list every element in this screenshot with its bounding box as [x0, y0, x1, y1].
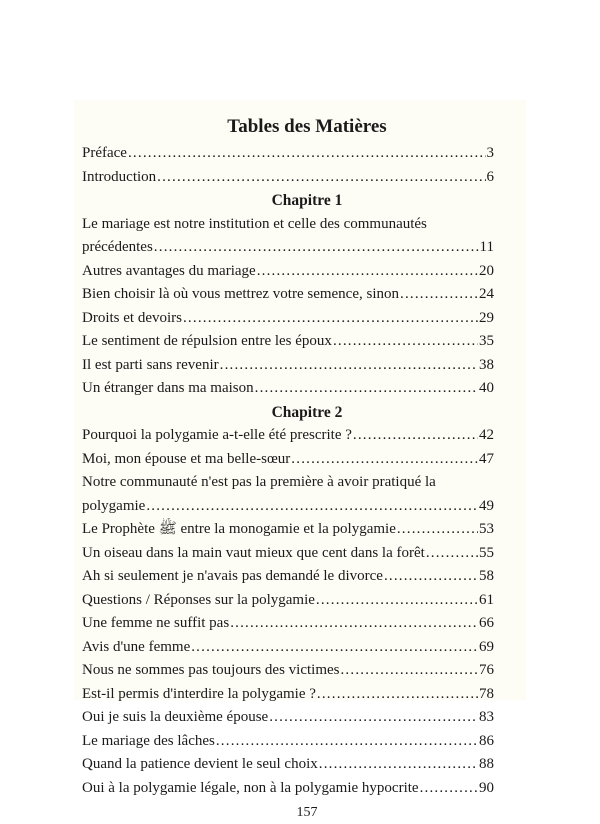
toc-entry: Nous ne sommes pas toujours des victimes ..... 76: [82, 659, 494, 683]
toc-entry: Pourquoi la polygamie a-t-elle été prescrite ? ..... 42: [82, 424, 494, 448]
toc-entry: Avis d'une femme ..... 69: [82, 636, 494, 660]
toc-entry: Questions / Réponses sur la polygamie ..... 61: [82, 589, 494, 613]
leader-dots: [230, 612, 478, 636]
toc-entry-line1: Notre communauté n'est pas la première à avoir pratiqué la: [82, 474, 436, 490]
toc-entry: Le mariage des lâches ..... 86: [82, 730, 494, 754]
leader-dots: [154, 236, 479, 260]
leader-dots: [319, 753, 478, 777]
toc-entry: Une femme ne suffit pas ..... 66: [82, 612, 494, 636]
leader-dots: [317, 683, 478, 707]
leader-dots: [255, 377, 478, 401]
leader-dots: [340, 659, 478, 683]
toc-entry: Ah si seulement je n'avais pas demandé le divorce ..... 58: [82, 565, 494, 589]
toc-entry: Droits et devoirs ..... 29: [82, 307, 494, 331]
leader-dots: [146, 495, 478, 519]
table-of-contents: [82, 112, 494, 824]
leader-dots: [291, 448, 478, 472]
toc-entry: Un étranger dans ma maison ..... 40: [82, 377, 494, 401]
leader-dots: [257, 260, 478, 284]
leader-dots: [384, 565, 478, 589]
toc-entry: Le sentiment de répulsion entre les époux ..... 35: [82, 330, 494, 354]
toc-entry: Est-il permis d'interdire la polygamie ? ..... 78: [82, 683, 494, 707]
leader-dots: [400, 283, 478, 307]
toc-entry: Un oiseau dans la main vaut mieux que cent dans la forêt ..... 55: [82, 542, 494, 566]
toc-entry: précédentes ..... 11: [82, 236, 494, 260]
toc-entry: Moi, mon épouse et ma belle-sœur ..... 47: [82, 448, 494, 472]
leader-dots: [316, 589, 478, 613]
chapter-heading-2: Chapitre 2: [271, 403, 343, 421]
leader-dots: [157, 166, 485, 190]
toc-entry: Il est parti sans revenir ..... 38: [82, 354, 494, 378]
leader-dots: [191, 636, 478, 660]
toc-entry: Autres avantages du mariage ..... 20: [82, 260, 494, 284]
toc-title: Tables des Matières: [227, 116, 387, 137]
leader-dots: [353, 424, 478, 448]
toc-entry: Oui à la polygamie légale, non à la polygamie hypocrite ..... 90: [82, 777, 494, 801]
leader-dots: [269, 706, 478, 730]
leader-dots: [220, 354, 478, 378]
toc-entry: Le Prophète ﷺ entre la monogamie et la polygamie ..... 53: [82, 518, 494, 542]
toc-entry: Bien choisir là où vous mettrez votre semence, sinon ..... 24: [82, 283, 494, 307]
toc-entry-introduction: Introduction ..... 6: [82, 166, 494, 190]
leader-dots: [426, 542, 478, 566]
leader-dots: [183, 307, 478, 331]
toc-entry: polygamie ..... 49: [82, 495, 494, 519]
toc-entry: Quand la patience devient le seul choix ..... 88: [82, 753, 494, 777]
chapter-heading-1: Chapitre 1: [271, 192, 343, 209]
page-number: 157: [296, 805, 318, 820]
leader-dots: [333, 330, 478, 354]
toc-entry-line1: Le mariage est notre institution et celle des communautés: [82, 215, 427, 232]
toc-entry-preface: Préface ..... 3: [82, 142, 494, 166]
toc-entry: Oui je suis la deuxième épouse ..... 83: [82, 706, 494, 730]
leader-dots: [420, 777, 478, 801]
leader-dots: [128, 142, 486, 166]
leader-dots: [397, 518, 478, 542]
leader-dots: [216, 730, 478, 754]
